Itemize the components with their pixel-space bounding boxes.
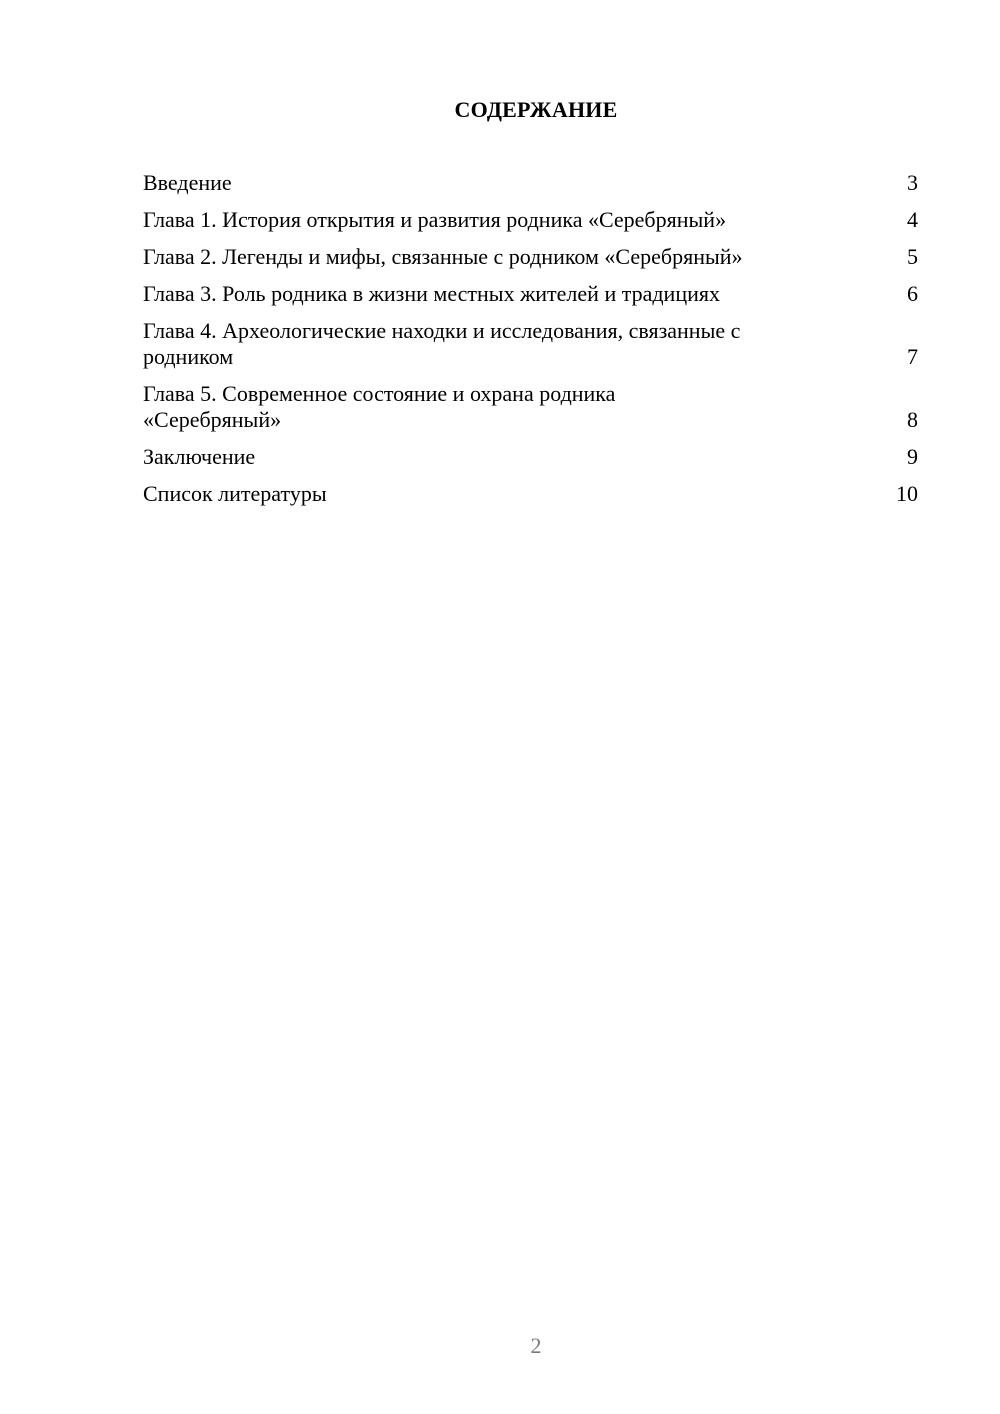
toc-entry-title: Глава 2. Легенды и мифы, связанные с родником «Серебряный» xyxy=(143,244,743,269)
toc-entry-chapter-1[interactable] xyxy=(143,207,918,233)
toc-entry-page: 10 xyxy=(896,481,918,506)
toc-entry-chapter-3[interactable] xyxy=(143,281,918,307)
toc-entry-page: 7 xyxy=(907,344,918,369)
page-title: СОДЕРЖАНИЕ xyxy=(454,97,618,122)
toc-entry-bibliography[interactable] xyxy=(143,481,918,507)
page-number: 2 xyxy=(530,1333,542,1358)
toc-entry-page: 3 xyxy=(907,170,918,195)
toc-entry-title: Введение xyxy=(143,170,232,195)
toc-entry-title: Заключение xyxy=(143,444,256,469)
toc-entry-page: 4 xyxy=(907,207,918,232)
toc-entry-title: Глава 3. Роль родника в жизни местных жителей и традициях xyxy=(143,281,720,306)
toc-entry-chapter-4[interactable] xyxy=(143,318,918,370)
toc-entry-page: 5 xyxy=(907,244,918,269)
toc-entry-chapter-2[interactable] xyxy=(143,244,918,270)
toc-entry-title: Глава 5. Современное состояние и охрана родника «Серебряный» xyxy=(143,381,616,432)
toc-entry-page: 6 xyxy=(907,281,918,306)
toc-entry-conclusion[interactable] xyxy=(143,444,918,470)
toc-entry-chapter-5[interactable] xyxy=(143,381,918,433)
toc-entry-introduction[interactable] xyxy=(143,170,918,196)
toc-entry-title: Глава 4. Археологические находки и исследования, связанные с родником xyxy=(143,318,741,369)
toc-entry-title: Список литературы xyxy=(143,481,327,506)
table-of-contents xyxy=(143,170,918,518)
toc-entry-page: 8 xyxy=(907,407,918,432)
toc-entry-title: Глава 1. История открытия и развития родника «Серебряный» xyxy=(143,207,727,232)
toc-entry-page: 9 xyxy=(907,444,918,469)
